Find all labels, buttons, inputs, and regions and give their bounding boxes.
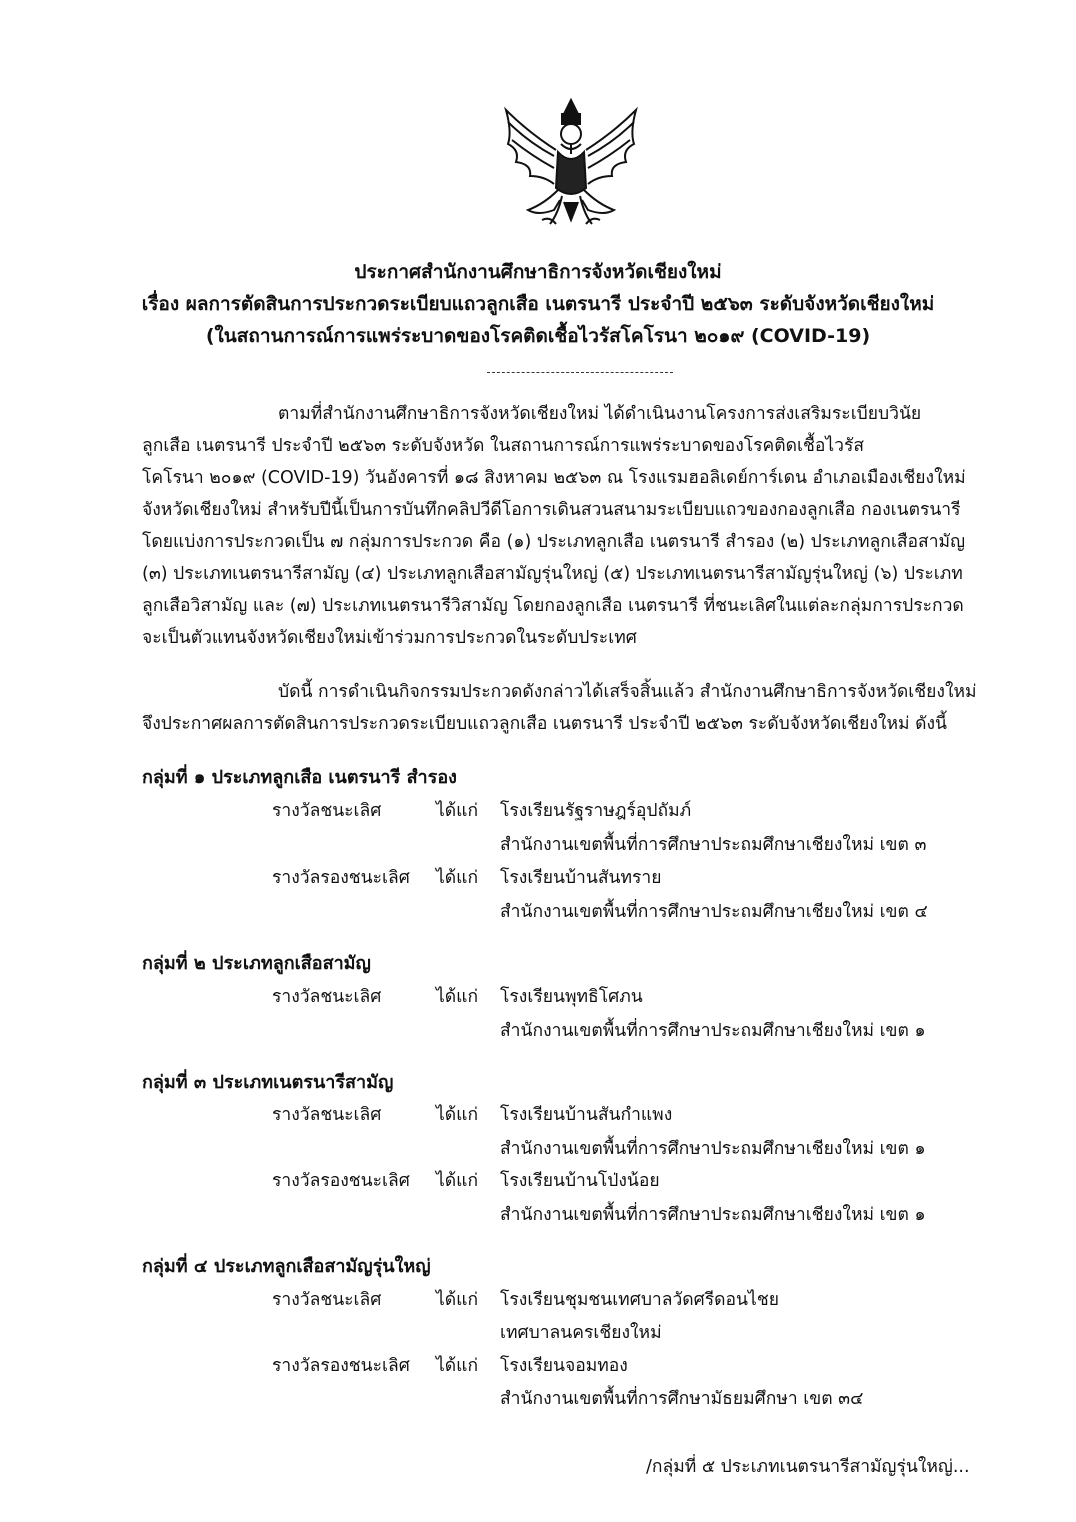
- given-label: ได้แก่: [436, 1356, 479, 1376]
- given-label: ได้แก่: [436, 868, 479, 888]
- school-name: โรงเรียนรัฐราษฎร์อุปถัมภ์: [500, 801, 692, 821]
- office-name: เทศบาลนครเชียงใหม่: [500, 1323, 662, 1343]
- school-name: โรงเรียนบ้านโป่งน้อย: [500, 1171, 660, 1191]
- award-label: รางวัลชนะเลิศ: [272, 987, 382, 1007]
- given-label: ได้แก่: [436, 1290, 479, 1310]
- group-1-title: กลุ่มที่ ๑ ประเภทลูกเสือ เนตรนารี สำรอง: [142, 767, 457, 788]
- paragraph-line: ลูกเสือวิสามัญ และ (๗) ประเภทเนตรนารีวิสามัญ โดยกองลูกเสือ เนตรนารี ที่ชนะเลิศในแต่ละกลุ่มการประกวด: [142, 596, 964, 616]
- group-2-title: กลุ่มที่ ๒ ประเภทลูกเสือสามัญ: [142, 953, 371, 974]
- office-name: สำนักงานเขตพื้นที่การศึกษาประถมศึกษาเชียงใหม่ เขต ๔: [500, 902, 928, 922]
- announcement-title: ประกาศสำนักงานศึกษาธิการจังหวัดเชียงใหม่: [354, 261, 722, 283]
- paragraph-line: ตามที่สำนักงานศึกษาธิการจังหวัดเชียงใหม่ ได้ดำเนินงานโครงการส่งเสริมระเบียบวินัย: [278, 404, 922, 424]
- group-4-title: กลุ่มที่ ๔ ประเภทลูกเสือสามัญรุ่นใหญ่: [142, 1256, 431, 1277]
- paragraph-1: [142, 398, 988, 654]
- award-label: รางวัลชนะเลิศ: [272, 1290, 382, 1310]
- group-3-title: กลุ่มที่ ๓ ประเภทเนตรนารีสามัญ: [142, 1072, 394, 1093]
- award-label: รางวัลรองชนะเลิศ: [272, 1171, 410, 1191]
- given-label: ได้แก่: [436, 1171, 479, 1191]
- office-name: สำนักงานเขตพื้นที่การศึกษามัธยมศึกษา เขต ๓๔: [500, 1389, 864, 1409]
- award-label: รางวัลรองชนะเลิศ: [272, 868, 410, 888]
- paragraph-line: จะเป็นตัวแทนจังหวัดเชียงใหม่เข้าร่วมการประกวดในระดับประเทศ: [142, 628, 637, 648]
- title-divider: [487, 372, 673, 373]
- award-label: รางวัลชนะเลิศ: [272, 801, 382, 821]
- paragraph-line: จังหวัดเชียงใหม่ สำหรับปีนี้เป็นการบันทึกคลิปวีดีโอการเดินสวนสนามระเบียบแถวของกองลูกเสือ กองเนตรนารี: [142, 500, 961, 520]
- paragraph-2: [142, 676, 988, 740]
- paragraph-line: โคโรนา ๒๐๑๙ (COVID-19) วันอังคารที่ ๑๘ สิงหาคม ๒๕๖๓ ณ โรงแรมฮอลิเดย์การ์เดน อำเภอเมืองเชียงใหม่: [142, 468, 966, 488]
- paragraph-line: บัดนี้ การดำเนินกิจกรรมประกวดดังกล่าวได้เสร็จสิ้นแล้ว สำนักงานศึกษาธิการจังหวัดเชียงใหม่: [278, 682, 977, 702]
- paragraph-line: จึงประกาศผลการตัดสินการประกวดระเบียบแถวลูกเสือ เนตรนารี ประจำปี ๒๕๖๓ ระดับจังหวัดเชียงใหม่ ดังนี้: [142, 714, 947, 734]
- school-name: โรงเรียนจอมทอง: [500, 1356, 628, 1376]
- school-name: โรงเรียนชุมชนเทศบาลวัดศรีดอนไชย: [500, 1290, 779, 1310]
- garuda-emblem: [498, 92, 644, 232]
- school-name: โรงเรียนบ้านสันทราย: [500, 868, 662, 888]
- announcement-subject: เรื่อง ผลการตัดสินการประกวดระเบียบแถวลูกเสือ เนตรนารี ประจำปี ๒๕๖๓ ระดับจังหวัดเชียงใหม่: [141, 293, 935, 315]
- school-name: โรงเรียนบ้านสันกำแพง: [500, 1105, 673, 1125]
- paragraph-line: ลูกเสือ เนตรนารี ประจำปี ๒๕๖๓ ระดับจังหวัด ในสถานการณ์การแพร่ระบาดของโรคติดเชื้อไวรัส: [142, 436, 865, 456]
- paragraph-line: โดยแบ่งการประกวดเป็น ๗ กลุ่มการประกวด คือ (๑) ประเภทลูกเสือ เนตรนารี สำรอง (๒) ประเภทลูกเสือสามัญ: [142, 532, 966, 552]
- office-name: สำนักงานเขตพื้นที่การศึกษาประถมศึกษาเชียงใหม่ เขต ๓: [500, 835, 927, 855]
- award-label: รางวัลรองชนะเลิศ: [272, 1356, 410, 1376]
- given-label: ได้แก่: [436, 987, 479, 1007]
- office-name: สำนักงานเขตพื้นที่การศึกษาประถมศึกษาเชียงใหม่ เขต ๑: [500, 1021, 926, 1041]
- continuation-note: /กลุ่มที่ ๕ ประเภทเนตรนารีสามัญรุ่นใหญ่...: [646, 1457, 970, 1477]
- school-name: โรงเรียนพุทธิโศภน: [500, 987, 643, 1007]
- paragraph-line: (๓) ประเภทเนตรนารีสามัญ (๔) ประเภทลูกเสือสามัญรุ่นใหญ่ (๕) ประเภทเนตรนารีสามัญรุ่นใหญ่ (๖) ประเภท: [142, 564, 963, 584]
- office-name: สำนักงานเขตพื้นที่การศึกษาประถมศึกษาเชียงใหม่ เขต ๑: [500, 1205, 926, 1225]
- given-label: ได้แก่: [436, 1105, 479, 1125]
- award-label: รางวัลชนะเลิศ: [272, 1105, 382, 1125]
- office-name: สำนักงานเขตพื้นที่การศึกษาประถมศึกษาเชียงใหม่ เขต ๑: [500, 1139, 926, 1159]
- given-label: ได้แก่: [436, 801, 479, 821]
- announcement-subject-cont: (ในสถานการณ์การแพร่ระบาดของโรคติดเชื้อไวรัสโคโรนา ๒๐๑๙ (COVID-19): [205, 325, 871, 347]
